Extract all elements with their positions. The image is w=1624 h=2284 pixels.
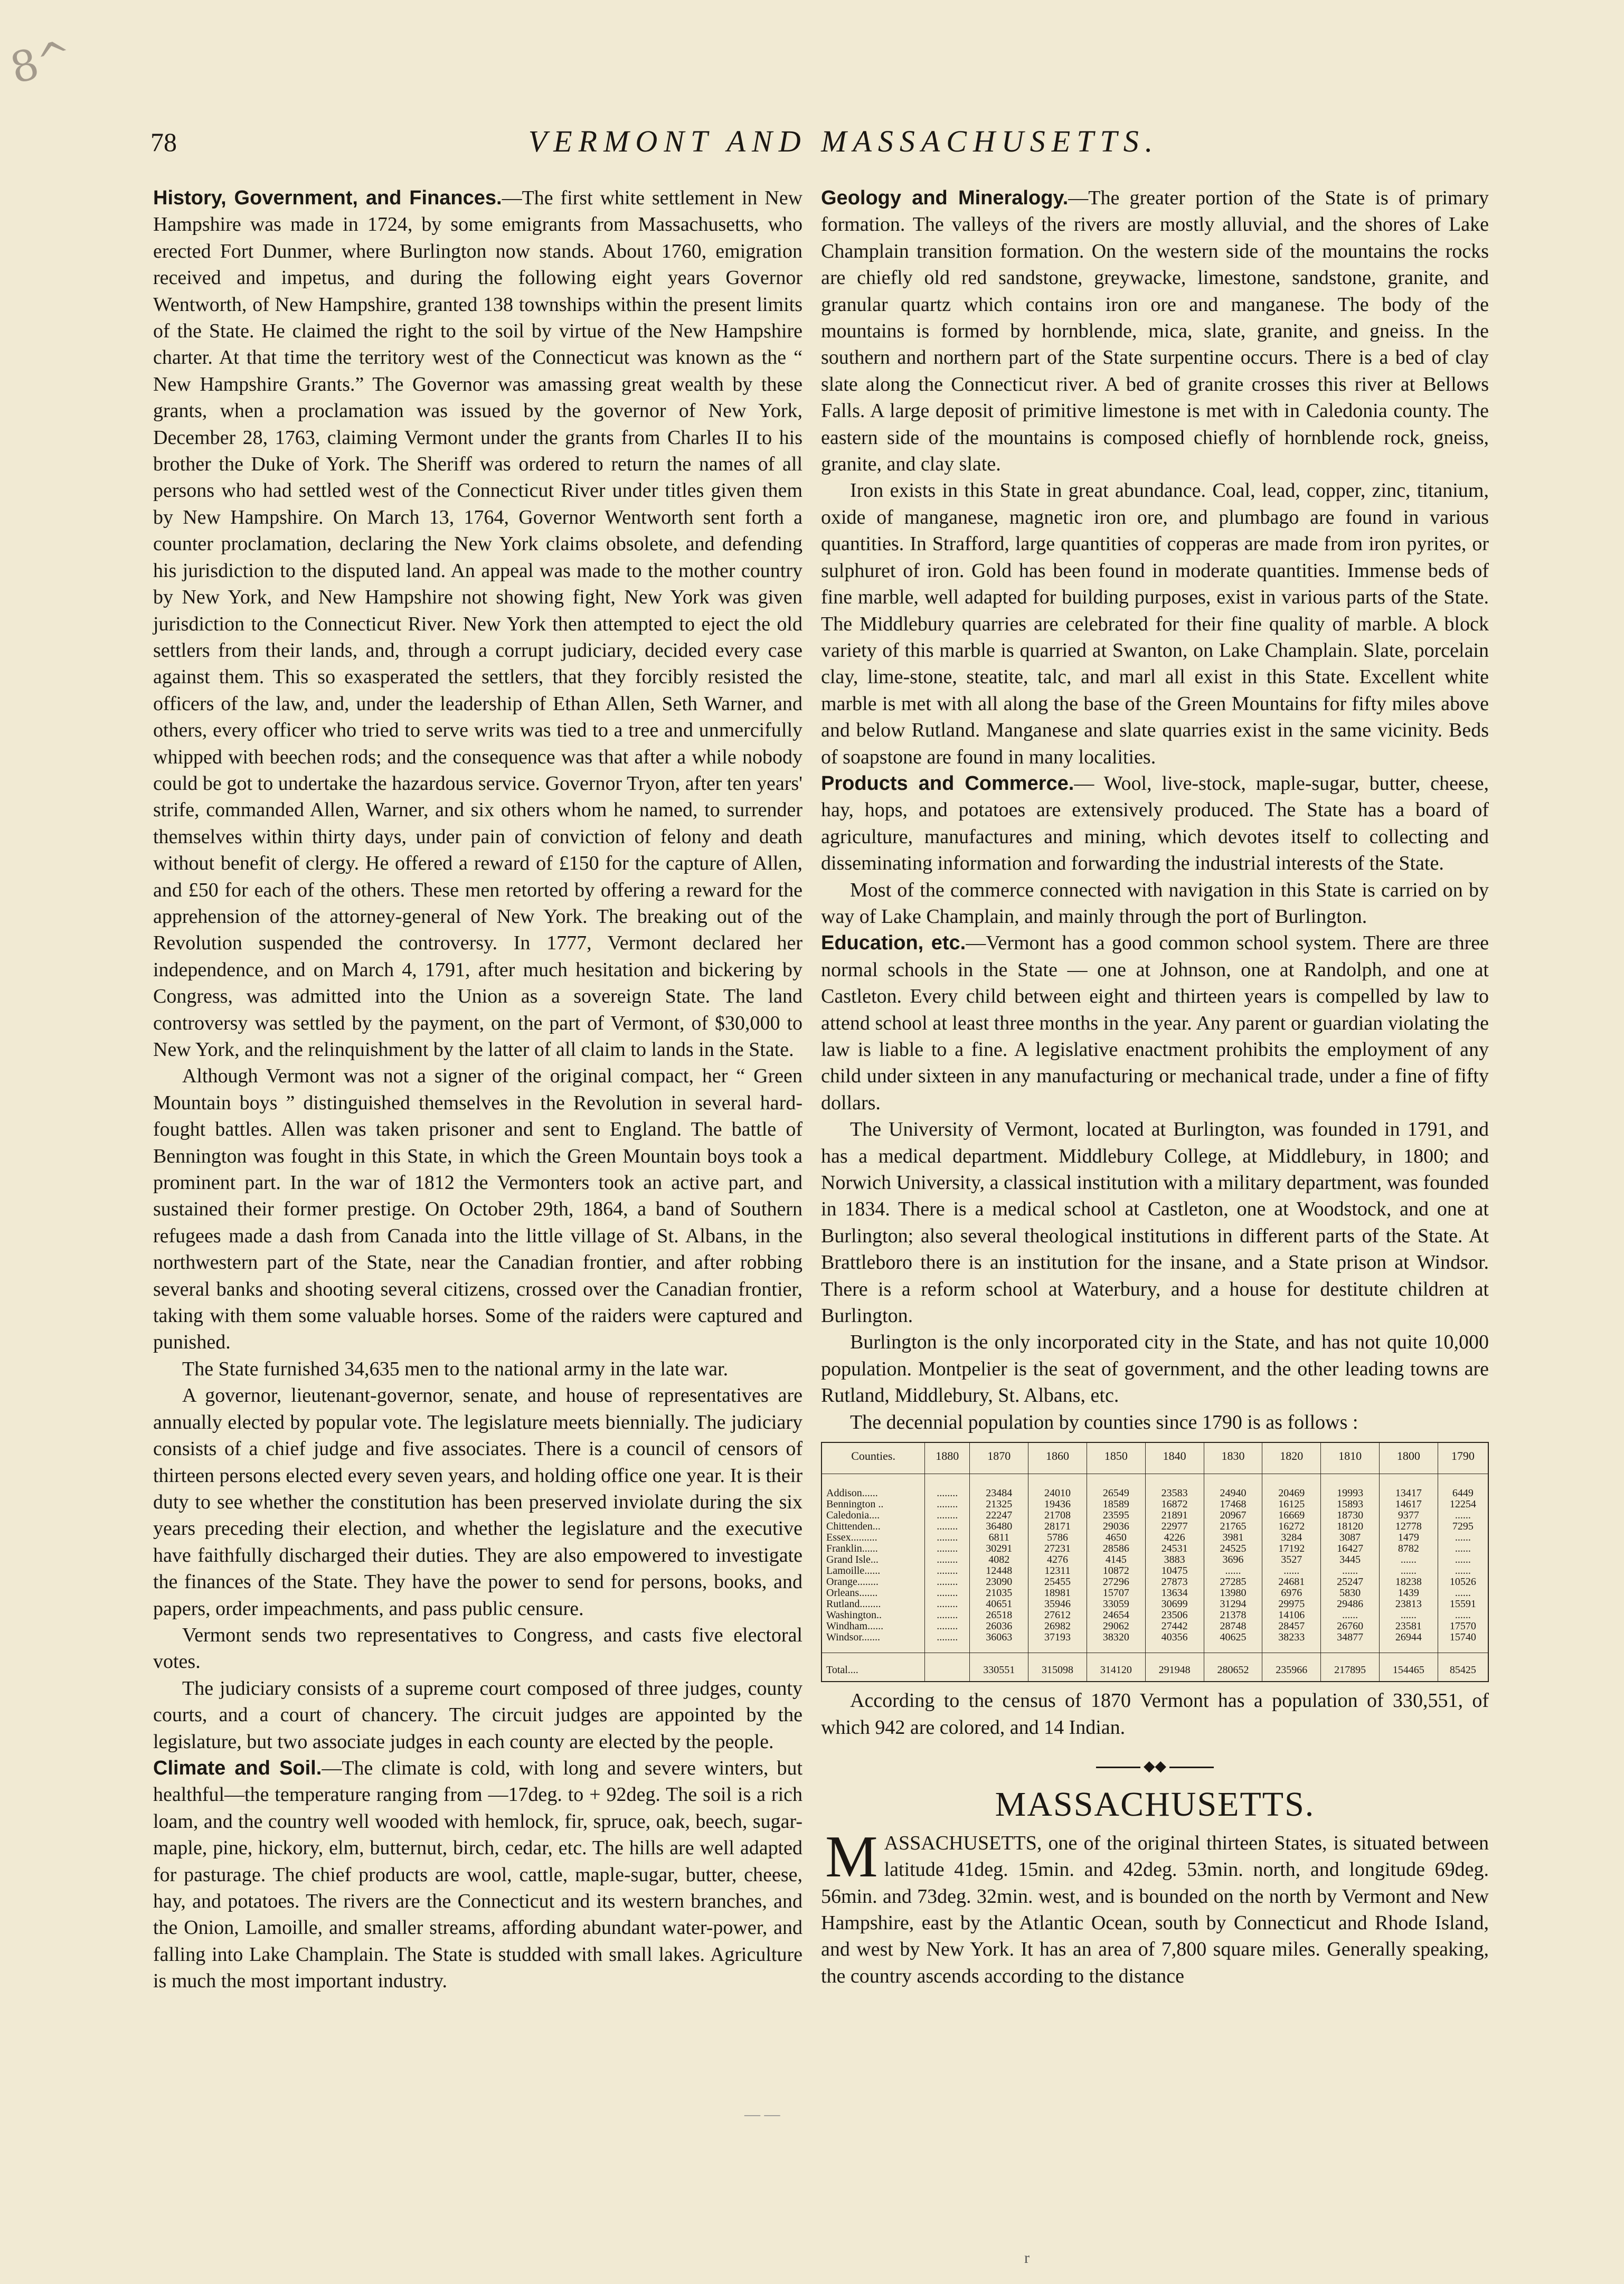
- population-cell: 5830: [1321, 1588, 1380, 1599]
- population-cell: 38233: [1262, 1632, 1321, 1653]
- population-cell: ........: [925, 1577, 970, 1588]
- table-row: [822, 1521, 1488, 1532]
- population-cell: 3981: [1204, 1532, 1262, 1543]
- header-1850: 1850: [1087, 1442, 1145, 1474]
- population-table: [821, 1442, 1489, 1682]
- history-text: —The first white settlement in New Hampshire was made in 1724, by some emigrants from Massachusetts, who erected Fort Dunmer, where Burlington now stands. About 1760, emigration received and impetus, and during the following eight years Governor Wentworth, of New Hampshire, granted 138 townships within the present limits of the State. He claimed the right to the soil by virtue of the New Hampshire charter. At that time the territory west of the Connecticut was known as the “ New Hampshire Grants.” The Governor was amassing great wealth by these grants, when a proclamation was issued by the governor of New York, December 28, 1763, claiming Vermont under the grants from Charles II to his brother the Duke of York. The Sheriff was ordered to return the names of all persons who had settled west of the Connecticut River under titles given them by New Hampshire. On March 13, 1764, Governor Wentworth sent forth a counter proclamation, declaring the New York claims obsolete, and defending his jurisdiction to the disputed land. An appeal was made to the mother country by New York, and New Hampshire not showing fight, New York was given jurisdiction to the Connecticut River. New York then attempted to eject the old settlers from their lands, and, through a corrupt judiciary, decided every case against them. This so exasperated the settlers, that they forcibly resisted the officers of the law, and, under the leadership of Ethan Allen, Seth Warner, and others, every officer who tried to serve writs was tied to a tree and unmercifully whipped with beechen rods; and the consequence was that after a while nobody could be got to undertake the hazardous service. Governor Tryon, after ten years' strife, commanded Allen, Warner, and six others whom he named, to surrender themselves within thirty days, under pain of conviction of felony and death without benefit of clergy. He offered a reward of £150 for the capture of Allen, and £50 for each of the others. These men retorted by offering a reward for the apprehension of the attorney-general of New York. The breaking out of the Revolution suspended the controversy. In 1777, Vermont declared her independence, and on March 4, 1791, after much hesitation and bickering by Congress, was admitted into the Union as a sovereign State. The land controversy was settled by the payment, on the part of Vermont, of $30,000 to New York, and the relinquishment by the latter of all claim to lands in the State.: [153, 187, 802, 1061]
- climate-heading: Climate and Soil.: [153, 1757, 322, 1779]
- section-divider: [821, 1753, 1489, 1780]
- population-cell: 12778: [1380, 1521, 1438, 1532]
- population-cell: ......: [1380, 1610, 1438, 1621]
- population-cell: ......: [1321, 1610, 1380, 1621]
- population-cell: 3883: [1145, 1554, 1204, 1565]
- population-cell: ........: [925, 1565, 970, 1577]
- population-cell: 13634: [1145, 1588, 1204, 1599]
- population-cell: 7295: [1438, 1521, 1488, 1532]
- population-cell: ........: [925, 1474, 970, 1499]
- population-cell: 37193: [1028, 1632, 1087, 1653]
- population-cell: 29486: [1321, 1599, 1380, 1610]
- population-cell: 38320: [1087, 1632, 1145, 1653]
- total-cell: 85425: [1438, 1653, 1488, 1682]
- population-cell: ........: [925, 1599, 970, 1610]
- population-cell: 29036: [1087, 1521, 1145, 1532]
- population-cell: 13417: [1380, 1474, 1438, 1499]
- population-cell: 16125: [1262, 1499, 1321, 1510]
- county-cell: Windham......: [822, 1621, 925, 1632]
- population-cell: 4226: [1145, 1532, 1204, 1543]
- header-1830: 1830: [1204, 1442, 1262, 1474]
- margin-pencil-mark: 8^: [5, 30, 78, 93]
- geology-heading: Geology and Mineralogy.: [821, 187, 1069, 209]
- population-cell: 40651: [970, 1599, 1028, 1610]
- header-1840: 1840: [1145, 1442, 1204, 1474]
- right-column: [821, 185, 1489, 1989]
- population-cell: 9377: [1380, 1510, 1438, 1521]
- county-cell: Orange........: [822, 1577, 925, 1588]
- header-1860: 1860: [1028, 1442, 1087, 1474]
- population-cell: ......: [1380, 1554, 1438, 1565]
- population-cell: 24654: [1087, 1610, 1145, 1621]
- left-column: [153, 185, 802, 1995]
- population-cell: ......: [1438, 1565, 1488, 1577]
- population-cell: 13980: [1204, 1588, 1262, 1599]
- education-heading: Education, etc.: [821, 932, 966, 955]
- geology-paragraph: [821, 185, 1489, 477]
- population-cell: ........: [925, 1532, 970, 1543]
- population-cell: 30291: [970, 1543, 1028, 1554]
- total-cell: 314120: [1087, 1653, 1145, 1682]
- products-paragraph: [821, 770, 1489, 877]
- population-cell: 26518: [970, 1610, 1028, 1621]
- population-cell: 26549: [1087, 1474, 1145, 1499]
- population-cell: 6976: [1262, 1588, 1321, 1599]
- population-cell: 21035: [970, 1588, 1028, 1599]
- table-row: [822, 1543, 1488, 1554]
- population-cell: 34877: [1321, 1632, 1380, 1653]
- table-row: [822, 1532, 1488, 1543]
- population-cell: 5786: [1028, 1532, 1087, 1543]
- total-cell: 154465: [1380, 1653, 1438, 1682]
- population-cell: 23595: [1087, 1510, 1145, 1521]
- population-cell: 17192: [1262, 1543, 1321, 1554]
- population-cell: ........: [925, 1499, 970, 1510]
- education-paragraph: [821, 930, 1489, 1116]
- population-cell: 24010: [1028, 1474, 1087, 1499]
- population-cell: 15707: [1087, 1588, 1145, 1599]
- county-cell: Chittenden...: [822, 1521, 925, 1532]
- population-cell: 1439: [1380, 1588, 1438, 1599]
- population-cell: 26036: [970, 1621, 1028, 1632]
- population-cell: 28457: [1262, 1621, 1321, 1632]
- population-cell: 33059: [1087, 1599, 1145, 1610]
- population-cell: 25247: [1321, 1577, 1380, 1588]
- population-cell: 12448: [970, 1565, 1028, 1577]
- population-cell: ......: [1321, 1565, 1380, 1577]
- products-heading: Products and Commerce.: [821, 772, 1074, 795]
- header-counties: Counties.: [822, 1442, 925, 1474]
- population-cell: ......: [1438, 1510, 1488, 1521]
- population-cell: 10526: [1438, 1577, 1488, 1588]
- population-cell: 3527: [1262, 1554, 1321, 1565]
- page-number: 78: [150, 127, 177, 157]
- header-1790: 1790: [1438, 1442, 1488, 1474]
- climate-text: —The climate is cold, with long and severe winters, but healthful—the temperature ranging from —17deg. to + 92deg. The soil is a rich loam, and the country well wooded with hemlock, fir, spruce, oak, beech, sugar-maple, pine, hickory, elm, butternut, birch, cedar, etc. The hills are well adapted for pasturage. The chief products are wool, cattle, maple-sugar, butter, cheese, hay, and potatoes. The rivers are the Connecticut and its western branches, and the Onion, Lamoille, and smaller streams, affording abundant water-power, and falling into Lake Champlain. The State is studded with small lakes. Agriculture is much the most important industry.: [153, 1757, 803, 1993]
- county-cell: Washington..: [822, 1610, 925, 1621]
- population-cell: 17468: [1204, 1499, 1262, 1510]
- county-cell: Essex..........: [822, 1532, 925, 1543]
- population-cell: ......: [1438, 1610, 1488, 1621]
- massachusetts-paragraph: [821, 1824, 1489, 1989]
- county-cell: Windsor.......: [822, 1632, 925, 1653]
- population-cell: ......: [1438, 1588, 1488, 1599]
- population-cell: 27296: [1087, 1577, 1145, 1588]
- population-cell: 4650: [1087, 1532, 1145, 1543]
- population-cell: 20967: [1204, 1510, 1262, 1521]
- table-row: [822, 1610, 1488, 1621]
- population-cell: 16272: [1262, 1521, 1321, 1532]
- county-cell: Rutland........: [822, 1599, 925, 1610]
- population-cell: 12311: [1028, 1565, 1087, 1577]
- county-cell: Grand Isle...: [822, 1554, 925, 1565]
- population-cell: 14106: [1262, 1610, 1321, 1621]
- population-cell: 24681: [1262, 1577, 1321, 1588]
- population-cell: 24531: [1145, 1543, 1204, 1554]
- header-1800: 1800: [1380, 1442, 1438, 1474]
- population-cell: 22247: [970, 1510, 1028, 1521]
- bottom-dash: — —: [744, 2106, 780, 2123]
- population-cell: 8782: [1380, 1543, 1438, 1554]
- running-title: VERMONT AND MASSACHUSETTS.: [528, 124, 1159, 158]
- population-cell: 6449: [1438, 1474, 1488, 1499]
- census-note: According to the census of 1870 Vermont has a population of 330,551, of which 942 are colored, and 14 Indian.: [821, 1690, 1489, 1739]
- population-cell: 40625: [1204, 1632, 1262, 1653]
- history-heading: History, Government, and Finances.: [153, 187, 502, 209]
- table-row: [822, 1632, 1488, 1653]
- county-cell: Franklin......: [822, 1543, 925, 1554]
- population-cell: ......: [1204, 1565, 1262, 1577]
- population-cell: ......: [1438, 1543, 1488, 1554]
- population-cell: ........: [925, 1510, 970, 1521]
- population-cell: 27231: [1028, 1543, 1087, 1554]
- population-cell: 27285: [1204, 1577, 1262, 1588]
- population-cell: 3696: [1204, 1554, 1262, 1565]
- population-cell: 26944: [1380, 1632, 1438, 1653]
- table-row: [822, 1577, 1488, 1588]
- population-cell: 21708: [1028, 1510, 1087, 1521]
- population-cell: 3284: [1262, 1532, 1321, 1543]
- population-cell: 28748: [1204, 1621, 1262, 1632]
- commerce-paragraph: Most of the commerce connected with navigation in this State is carried on by way of Lake Champlain, and mainly through the port of Burlington.: [821, 879, 1489, 928]
- population-cell: ........: [925, 1621, 970, 1632]
- total-label: Total....: [822, 1653, 925, 1682]
- population-cell: 6811: [970, 1532, 1028, 1543]
- population-cell: 23583: [1145, 1474, 1204, 1499]
- total-cell: 330551: [970, 1653, 1028, 1682]
- population-cell: 27873: [1145, 1577, 1204, 1588]
- population-cell: 3445: [1321, 1554, 1380, 1565]
- population-cell: 14617: [1380, 1499, 1438, 1510]
- population-cell: 18730: [1321, 1510, 1380, 1521]
- county-cell: Lamoille......: [822, 1565, 925, 1577]
- population-cell: 35946: [1028, 1599, 1087, 1610]
- population-cell: 23581: [1380, 1621, 1438, 1632]
- header-1820: 1820: [1262, 1442, 1321, 1474]
- county-cell: Addison......: [822, 1474, 925, 1499]
- total-cell: 291948: [1145, 1653, 1204, 1682]
- population-cell: 30699: [1145, 1599, 1204, 1610]
- total-cell: 235966: [1262, 1653, 1321, 1682]
- revolution-paragraph: Although Vermont was not a signer of the original compact, her “ Green Mountain boys ” distinguished themselves in the Revolution in several hard-fought battles. Allen was taken prisoner and sent to England. The battle of Bennington was fought in this State, in which the Green Mountain boys took a prominent part. In the war of 1812 the Vermonters took an active part, and sustained their former prestige. On October 29th, 1864, a band of Southern refugees made a dash from Canada into the little village of St. Albans, in the northwestern part of the State, near the Canadian frontier, and after robbing several banks and shooting several citizens, crossed over the Canadian frontier, taking with them some valuable horses. Some of the raiders were captured and punished.: [153, 1065, 802, 1354]
- population-cell: 3087: [1321, 1532, 1380, 1543]
- table-row: [822, 1565, 1488, 1577]
- population-cell: 36480: [970, 1521, 1028, 1532]
- population-cell: 28171: [1028, 1521, 1087, 1532]
- population-cell: 29975: [1262, 1599, 1321, 1610]
- population-cell: 16872: [1145, 1499, 1204, 1510]
- population-cell: 25455: [1028, 1577, 1087, 1588]
- massachusetts-title: MASSACHUSETTS.: [995, 1785, 1315, 1824]
- minerals-paragraph: Iron exists in this State in great abundance. Coal, lead, copper, zinc, titanium, oxide of manganese, magnetic iron ore, and plumbago are found in various quantities. In Strafford, large quantities of copperas are made from iron pyrites, or sulphuret of iron. Gold has been found in moderate quantities. Immense beds of fine marble, well adapted for building purposes, exist in various parts of the State. The Middlebury quarries are celebrated for their fine quality of marble. A block variety of this marble is quarried at Swanton, on Lake Champlain. Slate, porcelain clay, lime-stone, steatite, talc, and marl all exist in this State. Excellent white marble is met with all along the base of the Green Mountains for fifty miles above and below Rutland. Manganese and slate quarries exist in the same vicinity. Beds of soapstone are found in many localities.: [821, 479, 1489, 768]
- population-cell: 4082: [970, 1554, 1028, 1565]
- population-cell: 16427: [1321, 1543, 1380, 1554]
- population-cell: 15893: [1321, 1499, 1380, 1510]
- geology-text: —The greater portion of the State is of primary formation. The valleys of the rivers are mostly alluvial, and the shores of Lake Champlain transition formation. On the western side of the mountains the rocks are chiefly old red sandstone, greywacke, limestone, sandstone, granite, and granular quartz which contains iron ore and manganese. The body of the mountains is formed by hornblende, mica, slate, granite, and gneiss. In the southern and northern part of the State surpentine occurs. There is a bed of clay slate along the Connecticut river. A bed of granite crosses this river at Bellows Falls. A large deposit of primitive limestone is met with in Caledonia county. The eastern side of the mountains is composed chiefly of hornblende rock, gneiss, granite, and clay slate.: [821, 187, 1489, 476]
- population-cell: 27442: [1145, 1621, 1204, 1632]
- population-cell: 23090: [970, 1577, 1028, 1588]
- judiciary-paragraph: The judiciary consists of a supreme court composed of three judges, county courts, and a court of chancery. The circuit judges are appointed by the legislature, but two associate judges in each county are elected by the people.: [153, 1677, 802, 1753]
- population-cell: 23506: [1145, 1610, 1204, 1621]
- population-cell: 1479: [1380, 1532, 1438, 1543]
- population-cell: 16669: [1262, 1510, 1321, 1521]
- population-cell: ........: [925, 1521, 970, 1532]
- history-paragraph: [153, 185, 802, 1063]
- table-row: [822, 1554, 1488, 1565]
- population-cell: 4145: [1087, 1554, 1145, 1565]
- population-cell: 40356: [1145, 1632, 1204, 1653]
- total-cell: [925, 1653, 970, 1682]
- population-cell: ......: [1438, 1554, 1488, 1565]
- table-row: [822, 1588, 1488, 1599]
- population-cell: ........: [925, 1554, 970, 1565]
- population-cell: ........: [925, 1588, 970, 1599]
- population-cell: 23484: [970, 1474, 1028, 1499]
- population-cell: 17570: [1438, 1621, 1488, 1632]
- burlington-paragraph: Burlington is the only incorporated city in the State, and has not quite 10,000 population. Montpelier is the seat of government, and the other leading towns are Rutland, Middlebury, St. Albans, etc.: [821, 1331, 1489, 1407]
- table-body: [822, 1474, 1488, 1682]
- header-1880: 1880: [925, 1442, 970, 1474]
- population-cell: 24525: [1204, 1543, 1262, 1554]
- population-cell: 10475: [1145, 1565, 1204, 1577]
- drop-cap: M: [825, 1824, 878, 1890]
- population-cell: 18981: [1028, 1588, 1087, 1599]
- population-cell: 21765: [1204, 1521, 1262, 1532]
- population-cell: 19436: [1028, 1499, 1087, 1510]
- population-cell: 10872: [1087, 1565, 1145, 1577]
- population-cell: 20469: [1262, 1474, 1321, 1499]
- population-cell: ........: [925, 1632, 970, 1653]
- total-cell: 217895: [1321, 1653, 1380, 1682]
- population-cell: ......: [1438, 1532, 1488, 1543]
- population-cell: 21891: [1145, 1510, 1204, 1521]
- table-row: [822, 1599, 1488, 1610]
- population-cell: 4276: [1028, 1554, 1087, 1565]
- representatives-paragraph: Vermont sends two representatives to Congress, and casts five electoral votes.: [153, 1624, 802, 1673]
- population-cell: 27612: [1028, 1610, 1087, 1621]
- population-cell: 19993: [1321, 1474, 1380, 1499]
- population-cell: 28586: [1087, 1543, 1145, 1554]
- table-row: [822, 1621, 1488, 1632]
- population-cell: 31294: [1204, 1599, 1262, 1610]
- population-cell: 22977: [1145, 1521, 1204, 1532]
- population-cell: 26982: [1028, 1621, 1087, 1632]
- population-cell: 36063: [970, 1632, 1028, 1653]
- table-row: [822, 1499, 1488, 1510]
- table-row: [822, 1510, 1488, 1521]
- university-paragraph: The University of Vermont, located at Burlington, was founded in 1791, and has a medical department. Middlebury College, at Middlebury, in 1800; and Norwich University, a classical institution with a military department, was founded in 1834. There is a medical school at Castleton, one at Woodstock, and one at Burlington; also several theological institutions in different parts of the State. At Brattleboro there is an institution for the insane, and a State prison at Windsor. There is a reform school at Waterbury, and a house for destitute children at Burlington.: [821, 1118, 1489, 1327]
- population-cell: 18589: [1087, 1499, 1145, 1510]
- population-cell: 18120: [1321, 1521, 1380, 1532]
- population-cell: 21378: [1204, 1610, 1262, 1621]
- education-text: —Vermont has a good common school system. There are three normal schools in the State — one at Johnson, one at Randolph, and one at Castleton. Every child between eight and thirteen years is compelled by law to attend school at least three months in the year. Any parent or guardian violating the law is liable to a fine. A legislative enactment prohibits the employment of any child under sixteen in any manufacturing or mechanical trade, under a fine of fifty dollars.: [821, 932, 1489, 1114]
- population-cell: 23813: [1380, 1599, 1438, 1610]
- population-cell: 18238: [1380, 1577, 1438, 1588]
- climate-paragraph: [153, 1755, 802, 1995]
- table-header-row: [822, 1442, 1488, 1474]
- population-cell: 12254: [1438, 1499, 1488, 1510]
- population-cell: ......: [1262, 1565, 1321, 1577]
- population-cell: ......: [1380, 1565, 1438, 1577]
- divider-ornament: ◆◆: [1143, 1758, 1167, 1775]
- products-text: — Wool, live-stock, maple-sugar, butter, cheese, hay, hops, and potatoes are extensively produced. The State has a board of agriculture, manufactures and mining, which devotes itself to collecting and disseminating information and forwarding the industrial interests of the State.: [821, 772, 1489, 875]
- total-cell: 280652: [1204, 1653, 1262, 1682]
- table-row: [822, 1474, 1488, 1499]
- county-cell: Caledonia....: [822, 1510, 925, 1521]
- population-cell: ........: [925, 1543, 970, 1554]
- total-cell: 315098: [1028, 1653, 1087, 1682]
- government-paragraph: A governor, lieutenant-governor, senate, and house of representatives are annually elected by popular vote. The legislature meets biennially. The judiciary consists of a chief judge and five associates. There is a council of censors of thirteen persons elected every seven years, and holding office one year. It is their duty to see whether the constitution has been preserved inviolate during the six years preceding their election, and whether the legislature and the executive have faithfully discharged their duties. They are also empowered to investigate the finances of the State. They have the power to send for persons, books, and papers, order impeachments, and pass public censure.: [153, 1384, 802, 1620]
- total-row: [822, 1653, 1488, 1682]
- county-cell: Orleans.......: [822, 1588, 925, 1599]
- county-cell: Bennington ..: [822, 1499, 925, 1510]
- massachusetts-text: ASSACHUSETTS, one of the original thirteen States, is situated between latitude 41deg. 15min. and 42deg. 53min. north, and longitude 69deg. 56min. and 73deg. 32min. west, and is bounded on the north by Vermont and New Hampshire, east by the Atlantic Ocean, south by Connecticut and Rhode Island, and west by New York. It has an area of 7,800 square miles. Generally speaking, the country ascends according to the distance: [821, 1832, 1489, 1987]
- population-cell: ........: [925, 1610, 970, 1621]
- population-cell: 26760: [1321, 1621, 1380, 1632]
- population-cell: 24940: [1204, 1474, 1262, 1499]
- header-1810: 1810: [1321, 1442, 1380, 1474]
- population-cell: 29062: [1087, 1621, 1145, 1632]
- population-cell: 15740: [1438, 1632, 1488, 1653]
- header-1870: 1870: [970, 1442, 1028, 1474]
- population-cell: 15591: [1438, 1599, 1488, 1610]
- table-intro: The decennial population by counties since 1790 is as follows :: [850, 1411, 1358, 1433]
- population-cell: 21325: [970, 1499, 1028, 1510]
- army-paragraph: The State furnished 34,635 men to the national army in the late war.: [182, 1357, 729, 1380]
- footer-mark: r: [1024, 2249, 1030, 2267]
